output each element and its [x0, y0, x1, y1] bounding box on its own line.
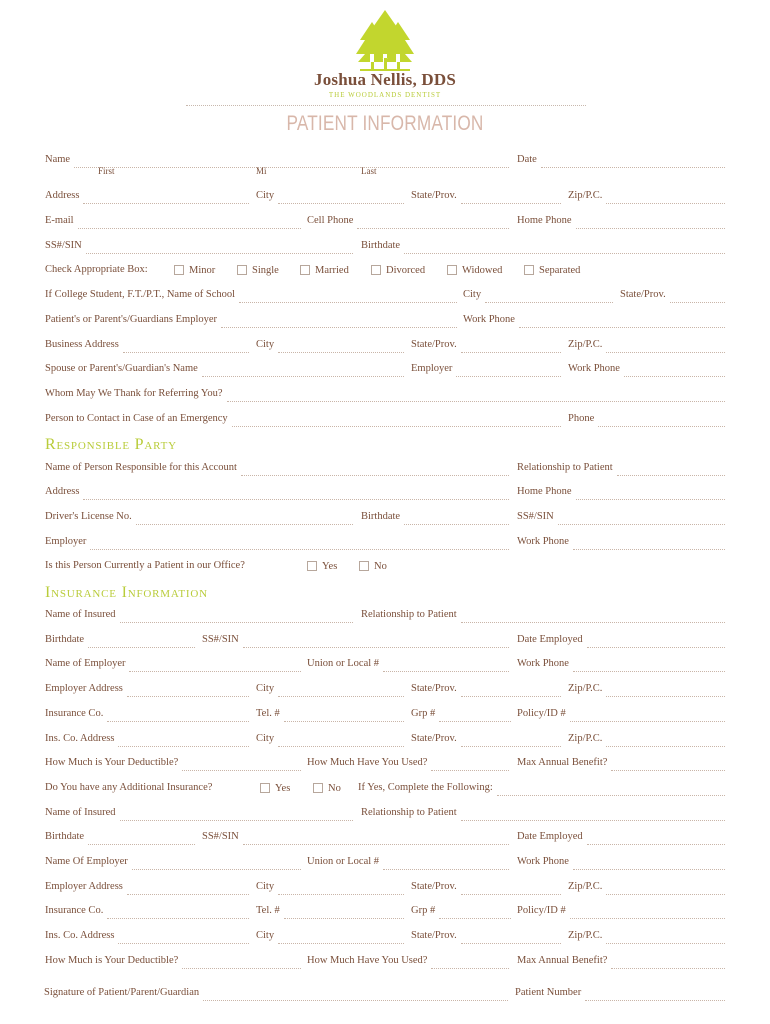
responsible-work-phone-field[interactable] — [573, 537, 725, 550]
ins-address-label-2: Ins. Co. Address — [45, 930, 115, 941]
used-field-1[interactable] — [431, 758, 509, 771]
additional-yes[interactable] — [260, 780, 290, 796]
ins-address-field-2[interactable] — [118, 931, 249, 944]
business-state-label: State/Prov. — [411, 339, 457, 350]
address-label: Address — [45, 190, 80, 201]
responsible-address-label: Address — [45, 486, 80, 497]
responsible-work-phone-label: Work Phone — [517, 536, 569, 547]
tel-label-1: Tel. # — [256, 708, 280, 719]
signature-field[interactable] — [203, 988, 508, 1001]
insured-relationship-field-1[interactable] — [461, 610, 725, 623]
grp-field-2[interactable] — [439, 906, 511, 919]
patient-number-label: Patient Number — [515, 987, 582, 998]
option-minor[interactable] — [174, 262, 215, 278]
row-responsible-name — [45, 460, 725, 476]
insurance-co-field-2[interactable] — [107, 906, 249, 919]
insured-name-label-1: Name of Insured — [45, 609, 116, 620]
row-employer-address-1 — [45, 681, 725, 697]
divorced-label: Divorced — [386, 264, 426, 276]
city-label: City — [256, 190, 275, 201]
option-married[interactable] — [300, 262, 349, 278]
row-college — [45, 287, 725, 303]
current-patient-no[interactable] — [359, 558, 387, 574]
home-phone-label: Home Phone — [517, 215, 572, 226]
work-phone-field[interactable] — [519, 315, 725, 328]
employer-address-field-2[interactable] — [127, 882, 249, 895]
row-name — [45, 152, 725, 168]
date-employed-field-1[interactable] — [587, 635, 725, 648]
responsible-birthdate-label: Birthdate — [361, 511, 401, 522]
responsible-ssn-field[interactable] — [558, 512, 725, 525]
insured-work-phone-label-1: Work Phone — [517, 658, 569, 669]
additional-no-checkbox[interactable] — [313, 783, 323, 793]
insured-ssn-field-2[interactable] — [243, 832, 509, 845]
referral-label: Whom May We Thank for Referring You? — [45, 388, 223, 399]
additional-no-label: No — [328, 782, 341, 794]
emergency-phone-label: Phone — [568, 413, 595, 424]
policy-label-1: Policy/ID # — [517, 708, 566, 719]
spouse-label: Spouse or Parent's/Guardian's Name — [45, 363, 198, 374]
ins-address-label-1: Ins. Co. Address — [45, 733, 115, 744]
row-insurance-co-2 — [45, 903, 725, 919]
option-separated[interactable] — [524, 262, 580, 278]
date-employed-label-1: Date Employed — [517, 634, 583, 645]
email-field[interactable] — [78, 216, 301, 229]
union-label-1: Union or Local # — [307, 658, 380, 669]
business-address-label: Business Address — [45, 339, 119, 350]
employer-city-field-2[interactable] — [278, 882, 404, 895]
insured-work-phone-field-1[interactable] — [573, 659, 725, 672]
emergency-phone-field[interactable] — [598, 414, 725, 427]
ins-city-field-2[interactable] — [278, 931, 404, 944]
responsible-home-phone-label: Home Phone — [517, 486, 572, 497]
birthdate-field[interactable] — [404, 241, 725, 254]
signature-label: Signature of Patient/Parent/Guardian — [44, 987, 200, 998]
date-field[interactable] — [541, 155, 725, 168]
insured-ssn-field-1[interactable] — [243, 635, 509, 648]
insured-work-phone-label-2: Work Phone — [517, 856, 569, 867]
responsible-address-field[interactable] — [83, 487, 509, 500]
employer-state-label-2: State/Prov. — [411, 881, 457, 892]
ins-city-field-1[interactable] — [278, 734, 404, 747]
insured-employer-field-1[interactable] — [129, 659, 301, 672]
brand-name: Joshua Nellis, DDS — [314, 70, 456, 89]
responsible-relationship-field[interactable] — [617, 463, 725, 476]
employer-city-label-1: City — [256, 683, 275, 694]
responsible-party-heading: Responsible Party — [45, 436, 177, 453]
emergency-field[interactable] — [232, 414, 561, 427]
responsible-name-label: Name of Person Responsible for this Account — [45, 462, 237, 473]
cell-phone-field[interactable] — [357, 216, 509, 229]
business-city-field[interactable] — [278, 340, 404, 353]
college-city-field[interactable] — [485, 290, 613, 303]
employer-zip-field-2[interactable] — [606, 882, 725, 895]
insured-relationship-label-2: Relationship to Patient — [361, 807, 457, 818]
additional-no[interactable] — [313, 780, 341, 796]
mi-sublabel: Mi — [256, 166, 267, 176]
insured-name-label-2: Name of Insured — [45, 807, 116, 818]
cell-phone-label: Cell Phone — [307, 215, 354, 226]
trees-logo-icon — [352, 10, 418, 72]
row-address — [45, 188, 725, 204]
check-box-label: Check Appropriate Box: — [45, 264, 148, 275]
row-additional-insurance — [45, 780, 725, 796]
option-divorced[interactable] — [371, 262, 425, 278]
insured-employer-label-1: Name of Employer — [45, 658, 126, 669]
header-divider — [186, 105, 586, 106]
business-state-field[interactable] — [461, 340, 561, 353]
row-current-patient — [45, 558, 725, 574]
used-label-1: How Much Have You Used? — [307, 757, 428, 768]
insured-ssn-label-1: SS#/SIN — [202, 634, 239, 645]
emergency-label: Person to Contact in Case of an Emergency — [45, 413, 228, 424]
married-label: Married — [315, 264, 349, 276]
grp-field-1[interactable] — [439, 709, 511, 722]
row-drivers-license — [45, 509, 725, 525]
date-employed-label-2: Date Employed — [517, 831, 583, 842]
current-patient-yes-label: Yes — [322, 560, 338, 572]
responsible-ssn-label: SS#/SIN — [517, 511, 554, 522]
row-insurance-co-1 — [45, 706, 725, 722]
row-responsible-address — [45, 484, 725, 500]
ins-address-field-1[interactable] — [118, 734, 249, 747]
email-label: E-mail — [45, 215, 74, 226]
insured-employer-label-2: Name Of Employer — [45, 856, 128, 867]
deductible-field-2[interactable] — [182, 956, 301, 969]
insured-relationship-field-2[interactable] — [461, 808, 725, 821]
if-yes-field[interactable] — [497, 783, 725, 796]
ins-state-field-2[interactable] — [461, 931, 561, 944]
current-patient-no-checkbox[interactable] — [359, 561, 369, 571]
grp-label-2: Grp # — [411, 905, 436, 916]
insurance-co-field-1[interactable] — [107, 709, 249, 722]
work-phone-label: Work Phone — [463, 314, 515, 325]
brand-tagline: THE WOODLANDS DENTIST — [328, 91, 442, 99]
option-widowed[interactable] — [447, 262, 502, 278]
widowed-label: Widowed — [462, 264, 503, 276]
max-benefit-field-2[interactable] — [611, 956, 725, 969]
additional-insurance-label: Do You have any Additional Insurance? — [45, 782, 213, 793]
current-patient-label: Is this Person Currently a Patient in our Office? — [45, 560, 245, 571]
insured-employer-field-2[interactable] — [132, 857, 301, 870]
name-label: Name — [45, 154, 71, 165]
responsible-relationship-label: Relationship to Patient — [517, 462, 613, 473]
spouse-work-phone-field[interactable] — [624, 364, 725, 377]
divorced-checkbox[interactable] — [371, 265, 381, 275]
college-state-label: State/Prov. — [620, 289, 666, 300]
name-field[interactable] — [74, 155, 509, 168]
employer-state-label-1: State/Prov. — [411, 683, 457, 694]
employer-city-field-1[interactable] — [278, 684, 404, 697]
union-field-1[interactable] — [383, 659, 509, 672]
max-benefit-field-1[interactable] — [611, 758, 725, 771]
address-field[interactable] — [83, 191, 249, 204]
employer-state-field-2[interactable] — [461, 882, 561, 895]
ins-zip-field-1[interactable] — [606, 734, 725, 747]
ins-zip-label-2: Zip/P.C. — [568, 930, 603, 941]
used-field-2[interactable] — [431, 956, 509, 969]
employer-zip-label-2: Zip/P.C. — [568, 881, 603, 892]
separated-checkbox[interactable] — [524, 265, 534, 275]
tel-label-2: Tel. # — [256, 905, 280, 916]
insurance-co-label-2: Insurance Co. — [45, 905, 104, 916]
home-phone-field[interactable] — [576, 216, 725, 229]
city-field[interactable] — [278, 191, 404, 204]
employer-address-label-1: Employer Address — [45, 683, 123, 694]
minor-label: Minor — [189, 264, 216, 276]
used-label-2: How Much Have You Used? — [307, 955, 428, 966]
policy-field-2[interactable] — [570, 906, 725, 919]
married-checkbox[interactable] — [300, 265, 310, 275]
ssn-label: SS#/SIN — [45, 240, 82, 251]
option-single[interactable] — [237, 262, 279, 278]
row-emergency — [45, 411, 725, 427]
patient-employer-field[interactable] — [221, 315, 457, 328]
row-marital-status — [45, 262, 725, 278]
row-insured-birthdate-2 — [45, 829, 725, 845]
row-ssn — [45, 238, 725, 254]
single-label: Single — [252, 264, 279, 276]
zip-field[interactable] — [606, 191, 725, 204]
row-ins-address-1 — [45, 731, 725, 747]
insured-name-field-2[interactable] — [120, 808, 353, 821]
responsible-home-phone-field[interactable] — [576, 487, 725, 500]
single-checkbox[interactable] — [237, 265, 247, 275]
insured-birthdate-field-1[interactable] — [88, 635, 195, 648]
insured-relationship-label-1: Relationship to Patient — [361, 609, 457, 620]
row-name-insured-2 — [45, 805, 725, 821]
deductible-label-1: How Much is Your Deductible? — [45, 757, 179, 768]
spouse-employer-label: Employer — [411, 363, 453, 374]
ins-city-label-2: City — [256, 930, 275, 941]
row-deductible-2 — [45, 953, 725, 969]
insured-birthdate-field-2[interactable] — [88, 832, 195, 845]
drivers-license-label: Driver's License No. — [45, 511, 132, 522]
row-signature — [44, 985, 724, 1001]
insured-birthdate-label-1: Birthdate — [45, 634, 85, 645]
grp-label-1: Grp # — [411, 708, 436, 719]
employer-address-label-2: Employer Address — [45, 881, 123, 892]
policy-label-2: Policy/ID # — [517, 905, 566, 916]
date-employed-field-2[interactable] — [587, 832, 725, 845]
row-insured-birthdate-1 — [45, 632, 725, 648]
employer-state-field-1[interactable] — [461, 684, 561, 697]
insured-work-phone-field-2[interactable] — [573, 857, 725, 870]
row-ins-address-2 — [45, 928, 725, 944]
state-field[interactable] — [461, 191, 561, 204]
spouse-employer-field[interactable] — [456, 364, 561, 377]
current-patient-yes-checkbox[interactable] — [307, 561, 317, 571]
row-email — [45, 213, 725, 229]
tel-field-1[interactable] — [284, 709, 404, 722]
union-field-2[interactable] — [383, 857, 509, 870]
responsible-employer-label: Employer — [45, 536, 87, 547]
patient-employer-label: Patient's or Parent's/Guardians Employer — [45, 314, 218, 325]
insured-name-field-1[interactable] — [120, 610, 353, 623]
college-state-field[interactable] — [670, 290, 725, 303]
row-spouse — [45, 361, 725, 377]
row-business-address — [45, 337, 725, 353]
ins-zip-label-1: Zip/P.C. — [568, 733, 603, 744]
policy-field-1[interactable] — [570, 709, 725, 722]
employer-zip-field-1[interactable] — [606, 684, 725, 697]
row-patient-employer — [45, 312, 725, 328]
widowed-checkbox[interactable] — [447, 265, 457, 275]
max-benefit-label-2: Max Annual Benefit? — [517, 955, 608, 966]
deductible-label-2: How Much is Your Deductible? — [45, 955, 179, 966]
employer-city-label-2: City — [256, 881, 275, 892]
referral-field[interactable] — [227, 389, 725, 402]
ins-zip-field-2[interactable] — [606, 931, 725, 944]
deductible-field-1[interactable] — [182, 758, 301, 771]
ins-state-label-1: State/Prov. — [411, 733, 457, 744]
insurance-co-label-1: Insurance Co. — [45, 708, 104, 719]
college-city-label: City — [463, 289, 482, 300]
insured-birthdate-label-2: Birthdate — [45, 831, 85, 842]
business-address-field[interactable] — [123, 340, 249, 353]
row-employer-address-2 — [45, 879, 725, 895]
separated-label: Separated — [539, 264, 581, 276]
responsible-employer-field[interactable] — [90, 537, 509, 550]
row-responsible-employer — [45, 534, 725, 550]
minor-checkbox[interactable] — [174, 265, 184, 275]
spouse-field[interactable] — [202, 364, 404, 377]
additional-yes-label: Yes — [275, 782, 291, 794]
current-patient-yes[interactable] — [307, 558, 337, 574]
responsible-name-field[interactable] — [241, 463, 509, 476]
drivers-license-field[interactable] — [136, 512, 353, 525]
max-benefit-label-1: Max Annual Benefit? — [517, 757, 608, 768]
business-zip-label: Zip/P.C. — [568, 339, 603, 350]
page-title: PATIENT INFORMATION — [286, 112, 484, 135]
ins-state-label-2: State/Prov. — [411, 930, 457, 941]
college-label: If College Student, F.T./P.T., Name of School — [45, 289, 236, 300]
employer-address-field-1[interactable] — [127, 684, 249, 697]
insured-ssn-label-2: SS#/SIN — [202, 831, 239, 842]
employer-zip-label-1: Zip/P.C. — [568, 683, 603, 694]
row-deductible-1 — [45, 755, 725, 771]
zip-label: Zip/P.C. — [568, 190, 603, 201]
current-patient-no-label: No — [374, 560, 387, 572]
business-zip-field[interactable] — [606, 340, 725, 353]
last-sublabel: Last — [361, 166, 377, 176]
ins-state-field-1[interactable] — [461, 734, 561, 747]
ins-city-label-1: City — [256, 733, 275, 744]
college-field[interactable] — [239, 290, 457, 303]
union-label-2: Union or Local # — [307, 856, 380, 867]
spouse-work-phone-label: Work Phone — [568, 363, 620, 374]
ssn-field[interactable] — [86, 241, 353, 254]
responsible-birthdate-field[interactable] — [404, 512, 509, 525]
row-referral — [45, 386, 725, 402]
row-insured-employer-2 — [45, 854, 725, 870]
patient-number-field[interactable] — [585, 988, 725, 1001]
insurance-heading: Insurance Information — [45, 584, 208, 601]
date-label: Date — [517, 154, 537, 165]
birthdate-label: Birthdate — [361, 240, 401, 251]
tel-field-2[interactable] — [284, 906, 404, 919]
if-yes-label: If Yes, Complete the Following: — [358, 782, 493, 793]
row-insured-employer-1 — [45, 656, 725, 672]
state-label: State/Prov. — [411, 190, 457, 201]
row-name-insured-1 — [45, 607, 725, 623]
first-sublabel: First — [98, 166, 115, 176]
business-city-label: City — [256, 339, 275, 350]
additional-yes-checkbox[interactable] — [260, 783, 270, 793]
